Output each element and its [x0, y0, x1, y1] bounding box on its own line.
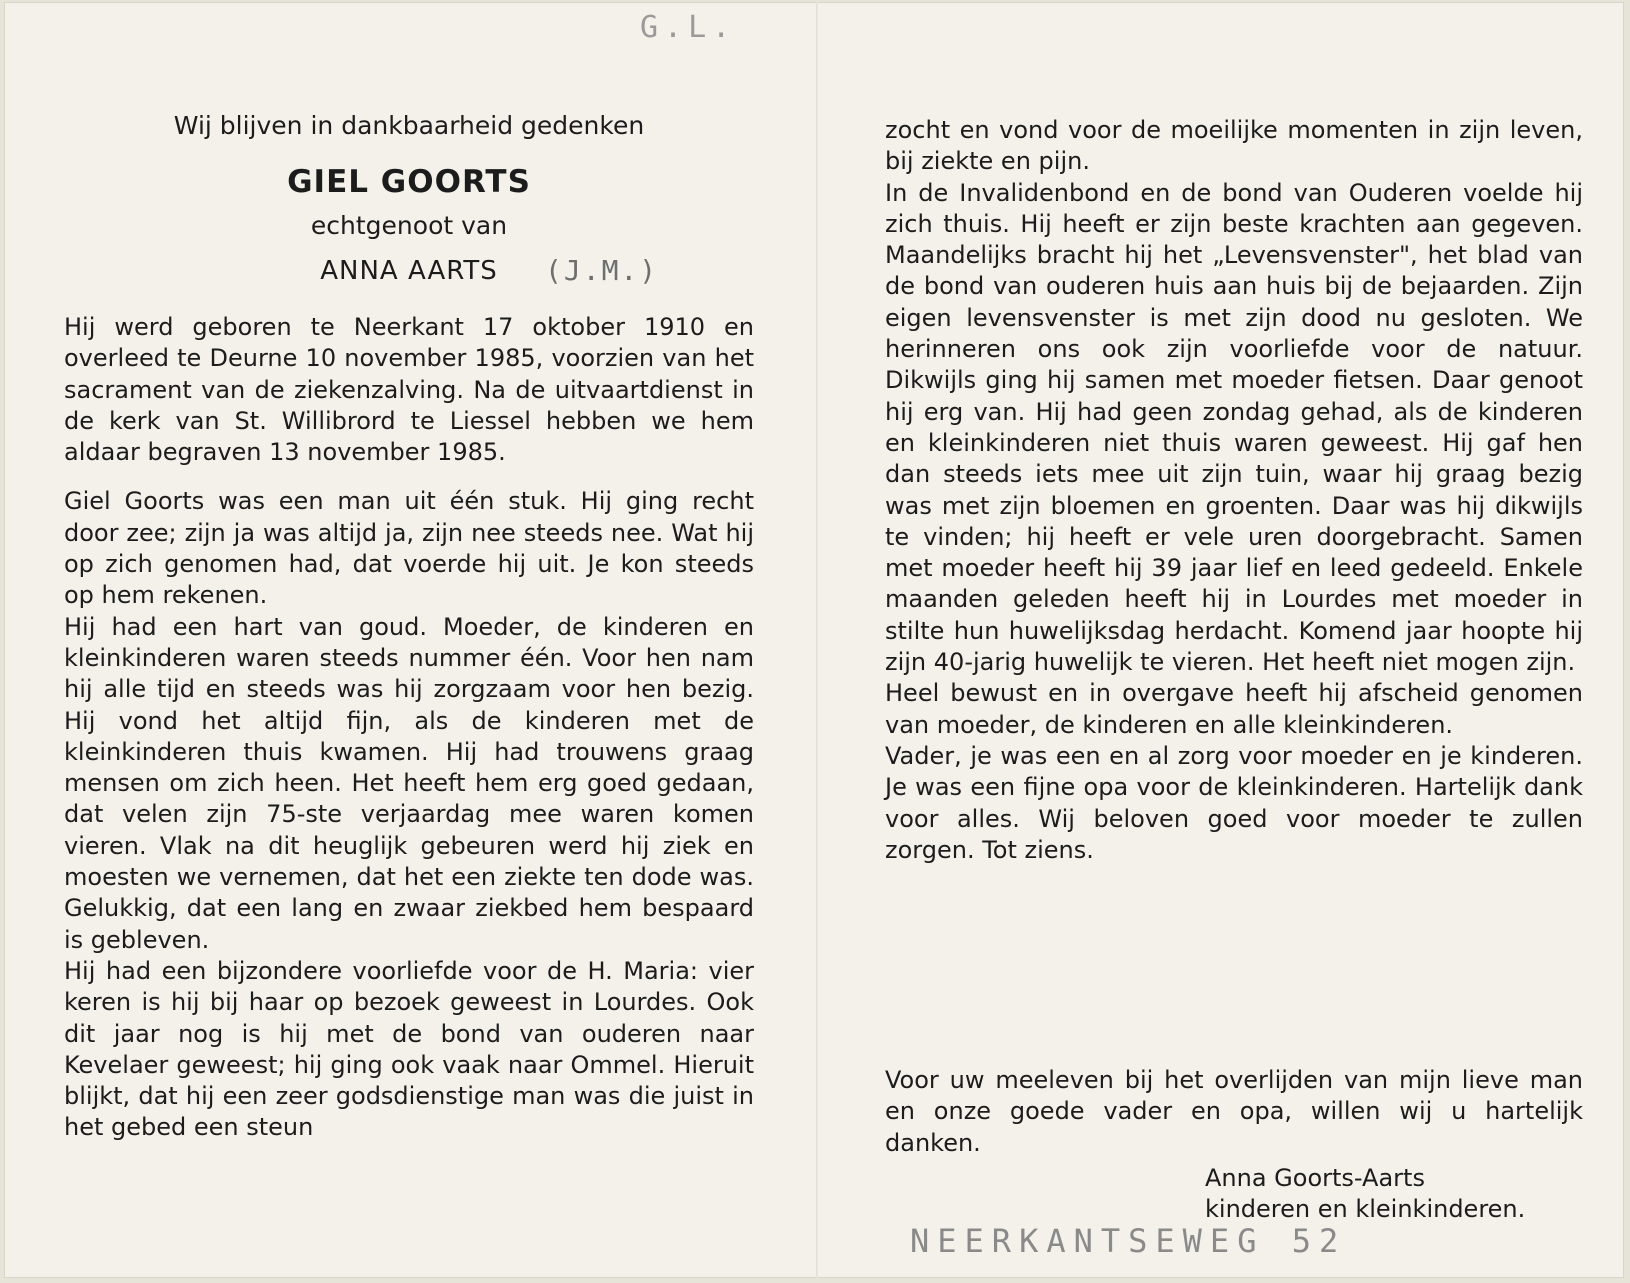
- paragraph: Heel bewust en in overgave heeft hij afscheid genomen van moeder, de kinderen en alle kleinkinderen.: [885, 679, 1583, 739]
- handwritten-address-note: NEERKANTSEWEG 52: [910, 1222, 1347, 1260]
- thanks-block: [885, 1065, 1583, 1159]
- paragraph: Giel Goorts was een man uit één stuk. Hij ging recht door zee; zijn ja was altijd ja, zijn nee steeds nee. Wat hij op zich genomen had, dat voerde hij uit. Je kon steeds op hem rekenen.: [64, 487, 754, 610]
- paragraph: Hij werd geboren te Neerkant 17 oktober 1910 en overleed te Deurne 10 november 1985, voorzien van het sacrament van de ziekenzalving. Na de uitvaartdienst in de kerk van St. Willibrord te Liessel hebben we hem aldaar begraven 13 november 1985.: [64, 313, 754, 467]
- paragraph: zocht en vond voor de moeilijke momenten in zijn leven, bij ziekte en pijn.: [885, 116, 1583, 176]
- handwritten-initials-note: (J.M.): [545, 254, 659, 287]
- card-fold: [816, 2, 818, 1278]
- paragraph: Vader, je was een en al zorg voor moeder en je kinderen. Je was een fijne opa voor de kleinkinderen. Hartelijk dank voor alles. Wij beloven goed voor moeder te zullen zorgen. Tot ziens.: [885, 741, 1583, 864]
- left-column: [64, 312, 754, 1144]
- signature-name: Anna Goorts-Aarts: [1205, 1164, 1425, 1192]
- deceased-name: GIEL GOORTS: [287, 164, 531, 200]
- spouse-label: echtgenoot van: [310, 211, 508, 240]
- spouse-name: ANNA AARTS: [320, 256, 498, 286]
- thanks-text: Voor uw meeleven bij het overlijden van mijn lieve man en onze goede vader en opa, willen wij u hartelijk danken.: [885, 1066, 1583, 1157]
- paragraph: In de Invalidenbond en de bond van Ouderen voelde hij zich thuis. Hij heeft er zijn beste krachten aan gegeven. Maandelijks bracht hij het „Levensvenster", het blad van de bond van ouderen huis aan huis bij de bejaarden. Zijn eigen levensvenster is met zijn dood nu gesloten. We herinneren ons ook zijn voorliefde voor de natuur. Dikwijls ging hij samen met moeder fietsen. Daar genoot hij erg van. Hij had geen zondag gehad, als de kinderen en kleinkinderen niet thuis waren geweest. Hij gaf hen dan steeds iets mee uit zijn tuin, waar hij graag bezig was met zijn bloemen en groenten. Daar was hij dikwijls te vinden; hij heeft er vele uren doorgebracht. Samen met moeder heeft hij 39 jaar lief en leed gedeeld. Enkele maanden geleden heeft hij in Lourdes met moeder in stilte hun huwelijksdag herdacht. Komend jaar hoopte hij zijn 40-jarig huwelijk te vieren. Het heeft niet mogen zijn.: [885, 178, 1583, 677]
- paragraph: Hij had een hart van goud. Moeder, de kinderen en kleinkinderen waren steeds nummer één. Voor hen nam hij alle tijd en steeds was hij zorgzaam voor hen bezig. Hij vond het altijd fijn, als de kinderen met de kleinkinderen thuis kwamen. Hij had trouwens graag mensen om zich heen. Het heeft hem erg goed gedaan, dat velen zijn 75-ste verjaardag mee waren komen vieren. Vlak na dit heuglijk gebeuren werd hij ziek en moesten we vernemen, dat het een ziekte ten dode was. Gelukkig, dat een lang en zwaar ziekbed hem bespaard is gebleven.: [64, 612, 754, 954]
- right-column: [885, 115, 1583, 866]
- paragraph: Hij had een bijzondere voorliefde voor de H. Maria: vier keren is hij bij haar op bezoek geweest in Lourdes. Ook dit jaar nog is hij met de bond van ouderen naar Kevelaer geweest; hij ging ook vaak naar Ommel. Hieruit blijkt, dat hij een zeer godsdienstige man was die juist in het gebed een steun: [64, 956, 754, 1142]
- handwritten-top-note: G.L.: [640, 10, 737, 45]
- signature-block: [1205, 1163, 1525, 1226]
- intro-line: Wij blijven in dankbaarheid gedenken: [173, 111, 645, 140]
- signature-family: kinderen en kleinkinderen.: [1205, 1195, 1526, 1224]
